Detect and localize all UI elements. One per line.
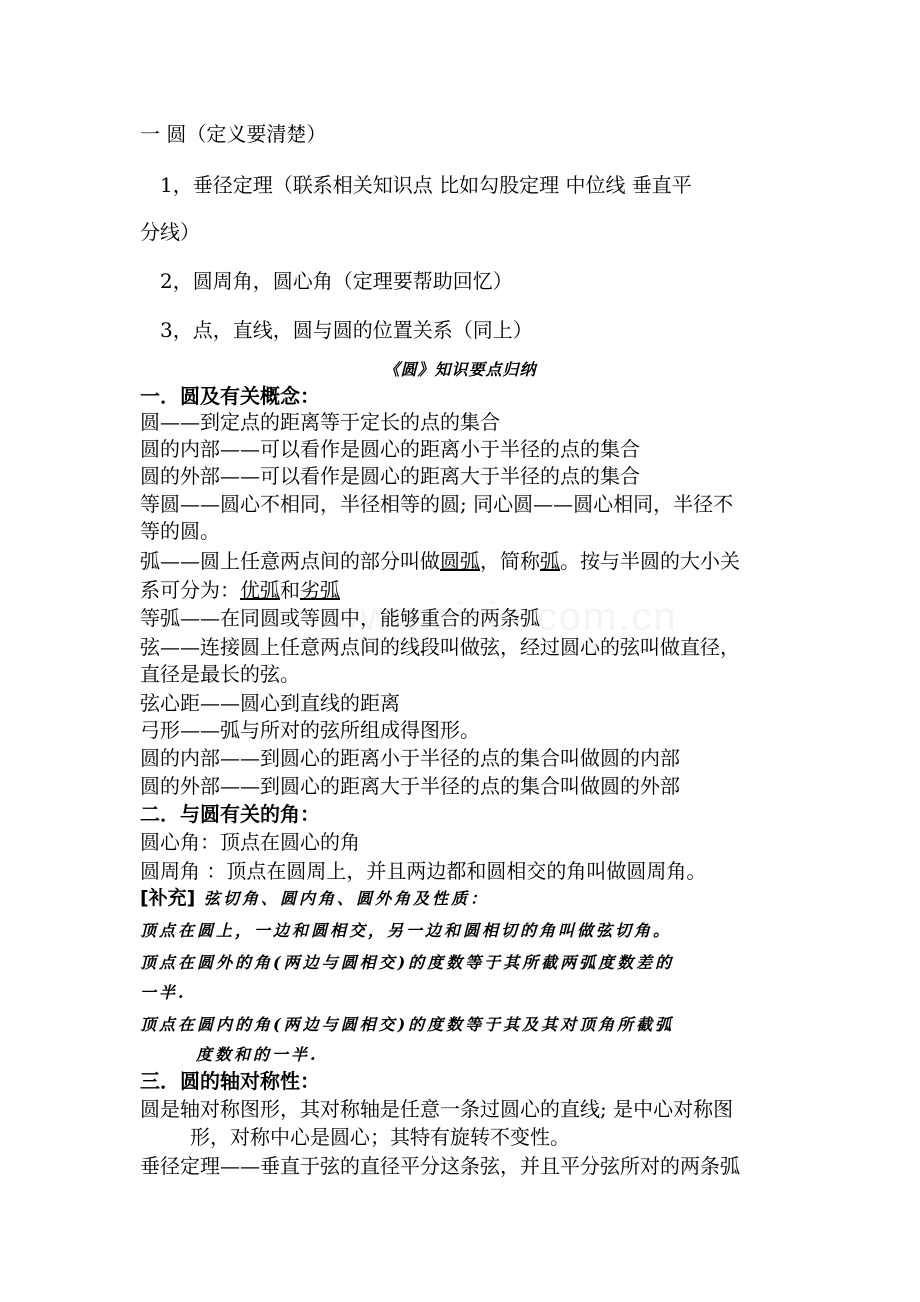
section1-line-10: 直径是最长的弦。 [140, 662, 300, 686]
section1-line-12: 弓形——弧与所对的弦所组成得图形。 [140, 718, 480, 742]
intro-line-3: 分线） [140, 220, 200, 244]
section2-heading: 二．与圆有关的角： [140, 802, 320, 826]
section1-heading: 一．圆及有关概念： [140, 384, 320, 408]
supplement-line-4: 顶点在圆内的角(两边与圆相交)的度数等于其及其对顶角所截弧 [140, 1015, 675, 1034]
intro-line-2: 1，垂径定理（联系相关知识点 比如勾股定理 中位线 垂直平 [160, 173, 692, 197]
section3-line-2: 形，对称中心是圆心；其特有旋转不变性。 [190, 1125, 570, 1149]
section1-line-1: 圆——到定点的距离等于定长的点的集合 [140, 410, 500, 434]
arc-term-major-arc: 优弧 [240, 578, 280, 602]
arc-term-arc: 弧 [540, 549, 560, 573]
section1-line-8: 等弧——在同圆或等圆中，能够重合的两条弧 [140, 606, 540, 630]
supplement-line-3: 一半. [140, 983, 187, 1002]
section1-arc-line [140, 548, 740, 575]
section1-arc-line-2 [140, 577, 340, 604]
document-title: 《圆》知识要点归纳 [383, 360, 537, 379]
section1-line-3: 圆的外部——可以看作是圆心的距离大于半径的点的集合 [140, 464, 640, 488]
section3-line-3: 垂径定理——垂直于弦的直径平分这条弦，并且平分弦所对的两条弧 [140, 1154, 740, 1178]
section1-line-14: 圆的外部——到圆心的距离大于半径的点的集合叫做圆的外部 [140, 774, 680, 798]
section1-line-4: 等圆——圆心不相同，半径相等的圆; 同心圆——圆心相同，半径不 [140, 492, 734, 516]
arc-term-minor-arc: 劣弧 [300, 578, 340, 602]
supplement-line [140, 885, 489, 912]
section1-line-5: 等的圆。 [140, 519, 220, 543]
intro-line-4: 2，圆周角，圆心角（定理要帮助回忆） [160, 269, 513, 293]
section1-line-2: 圆的内部——可以看作是圆心的距离小于半径的点的集合 [140, 437, 640, 461]
intro-line-1: 一 圆（定义要清楚） [140, 122, 327, 146]
section2-line-1: 圆心角：顶点在圆心的角 [140, 830, 360, 854]
supplement-line-1: 顶点在圆上，一边和圆相交，另一边和圆相切的角叫做弦切角。 [140, 921, 673, 940]
section3-heading: 三．圆的轴对称性： [140, 1069, 320, 1093]
arc-text-c: ，简称 [480, 549, 540, 573]
section1-line-11: 弦心距——圆心到直线的距离 [140, 691, 400, 715]
supplement-line-2: 顶点在圆外的角(两边与圆相交)的度数等于其所截两弧度数差的 [140, 953, 675, 972]
supplement-text: 弦切角、圆内角、圆外角及性质： [195, 889, 489, 908]
arc2-text-a: 系可分为： [140, 578, 240, 602]
section3-line-1: 圆是轴对称图形，其对称轴是任意一条过圆心的直线; 是中心对称图 [140, 1097, 734, 1121]
arc-term-circular-arc: 圆弧 [440, 549, 480, 573]
intro-line-5: 3，点，直线，圆与圆的位置关系（同上） [160, 318, 533, 342]
arc-text-e: 。按与半圆的大小关 [560, 549, 740, 573]
supplement-tag: [补充] [140, 887, 196, 909]
arc2-text-c: 和 [280, 578, 300, 602]
section1-line-13: 圆的内部——到圆心的距离小于半径的点的集合叫做圆的内部 [140, 746, 680, 770]
supplement-line-5: 度数和的一半. [196, 1045, 319, 1064]
section1-line-9: 弦——连接圆上任意两点间的线段叫做弦，经过圆心的弦叫做直径， [140, 635, 740, 659]
watermark [330, 595, 678, 640]
arc-text-a: 弧——圆上任意两点间的部分叫做 [140, 549, 440, 573]
section2-line-2: 圆周角 ：顶点在圆周上，并且两边都和圆相交的角叫做圆周角。 [140, 859, 707, 883]
